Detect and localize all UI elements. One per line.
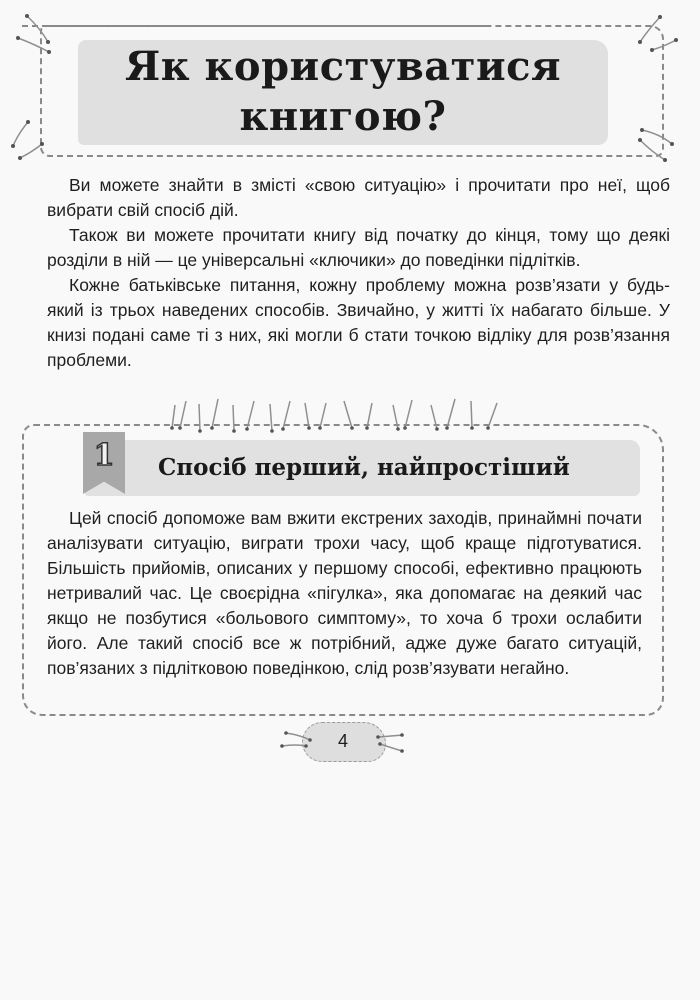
section-paragraph: Цей спосіб допоможе вам вжити екстрених заходів, принаймні почати аналізувати ситуацію, виграти трохи часу, щоб краще підготуватися. Більшість прийомів, описаних у першому способі, ефективно працюють нетривалий час. Це своєрідна «пігулка», яка допомагає на деякий час якщо не позбутися «больового симптому», то хоча б трохи ослабити його. Але такий спосіб все ж потрібний, адже дуже багато ситуацій, пов’язаних з підлітковою поведінкою, слід розв’язувати негайно. (47, 508, 642, 678)
intro-paragraph-2: Також ви можете прочитати книгу від початку до кінця, тому що деякі розділи в ній — це універсальні «ключики» до поведінки підлітків. (47, 225, 670, 270)
page-number: 4 (337, 731, 348, 751)
page-title-line-2: книгою? (239, 93, 447, 140)
page-title-line-1: Як користуватися (124, 43, 562, 90)
section-number: 1 (93, 438, 115, 473)
intro-paragraph-3: Кожне батьківське питання, кожну проблему можна розв’язати у будь-який із трьох наведених способів. Звичайно, у житті їх набагато більше. У книзі подані саме ті з них, які могли б стати точкою відліку для розв’язання проблеми. (47, 275, 670, 370)
intro-paragraph-1: Ви можете знайти в змісті «свою ситуацію» і прочитати про неї, щоб вибрати свій спосіб дій. (47, 175, 670, 220)
section-title: Спосіб перший, найпростіший (158, 454, 570, 481)
